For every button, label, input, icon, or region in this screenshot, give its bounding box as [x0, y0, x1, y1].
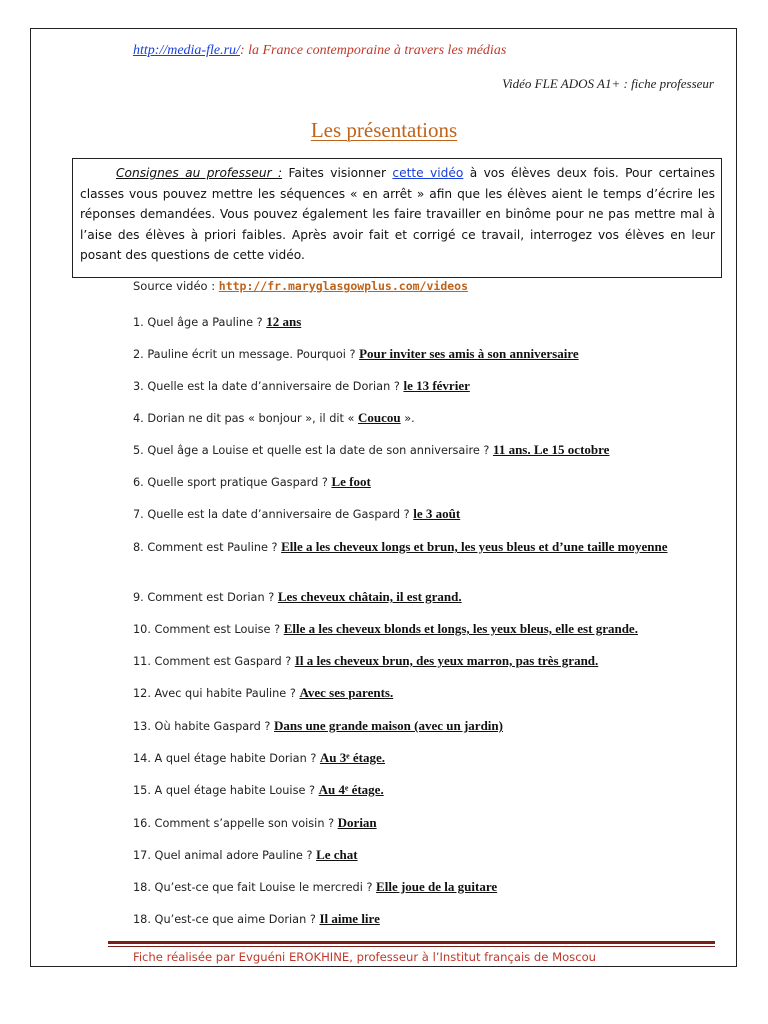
question-item: [109, 313, 719, 331]
site-link[interactable]: http://media-fle.ru/: [133, 43, 240, 58]
question-text: 12. Avec qui habite Pauline ?: [133, 687, 296, 700]
question-item: [109, 620, 719, 638]
question-item: [109, 538, 719, 556]
question-text: 10. Comment est Louise ?: [133, 623, 281, 636]
question-text: 7. Quelle est la date d’anniversaire de Gaspard ?: [133, 508, 410, 521]
question-text: 13. Où habite Gaspard ?: [133, 720, 271, 733]
answer-text: Les cheveux châtain, il est grand.: [277, 589, 462, 604]
question-item: [109, 409, 719, 427]
answer-text: Coucou: [358, 410, 401, 425]
instructions-text-2: à vos élèves deux fois. Pour certaines classes vous pouvez mettre les séquences « en arrêt » afin que les élèves aient le temps d’écrire les réponses demandées. Vous pouvez également les faire travailler en binôme pour ne pas mettre mal à l’aise des élèves à priori faibles. Après avoir fait et corrigé ce travail, interrogez vos élèves en leur posant des questions de cette vidéo.: [80, 166, 715, 262]
answer-text: Il a les cheveux brun, des yeux marron, pas très grand.: [294, 653, 599, 668]
video-source: [133, 279, 468, 293]
source-label: Source vidéo :: [133, 279, 216, 293]
answer-text: 11 ans. Le 15 octobre: [493, 442, 610, 457]
footer-credit: Fiche réalisée par Evguéni EROKHINE, professeur à l’Institut français de Moscou: [133, 950, 597, 964]
answer-text: Pour inviter ses amis à son anniversaire: [359, 346, 579, 361]
answer-text: Il aime lire: [319, 911, 380, 926]
question-text: 14. A quel étage habite Dorian ?: [133, 752, 317, 765]
answer-text: Le chat: [316, 847, 358, 862]
answer-text: Dorian: [337, 815, 377, 830]
sheet-subtitle: Vidéo FLE ADOS A1+ : fiche professeur: [502, 76, 714, 91]
question-text: 8. Comment est Pauline ?: [133, 541, 278, 554]
answer-text: le 3 août: [413, 506, 461, 521]
question-text: 3. Quelle est la date d’anniversaire de Dorian ?: [133, 380, 400, 393]
question-item: [109, 846, 719, 864]
question-suffix: ».: [400, 412, 415, 425]
question-text: 15. A quel étage habite Louise ?: [133, 784, 315, 797]
question-text: 6. Quelle sport pratique Gaspard ?: [133, 476, 328, 489]
answer-text: Elle a les cheveux blonds et longs, les yeux bleus, elle est grande.: [283, 621, 638, 636]
source-link[interactable]: http://fr.maryglasgowplus.com/videos: [218, 279, 469, 293]
question-item: [109, 717, 719, 735]
footer-divider: [108, 941, 715, 944]
page-title: Les présentations: [310, 118, 458, 142]
footer-divider-thin: [108, 946, 715, 947]
question-item: [109, 878, 719, 896]
site-header: [133, 43, 506, 59]
question-text: 4. Dorian ne dit pas « bonjour », il dit «: [133, 412, 355, 425]
question-item: [109, 749, 719, 767]
question-text: 18. Qu’est-ce que fait Louise le mercredi ?: [133, 881, 373, 894]
question-item: [109, 473, 719, 491]
question-text: 5. Quel âge a Louise et quelle est la date de son anniversaire ?: [133, 444, 490, 457]
question-text: 1. Quel âge a Pauline ?: [133, 316, 263, 329]
instructions-text-1: Faites visionner: [282, 166, 393, 180]
answer-text: Le foot: [331, 474, 371, 489]
question-item: [109, 377, 719, 395]
answer-text: 12 ans: [266, 314, 302, 329]
instructions-box: [72, 158, 722, 278]
answer-text: Dans une grande maison (avec un jardin): [274, 718, 503, 733]
question-item: [109, 588, 719, 606]
answer-text: Au 4ᵉ étage.: [318, 782, 384, 797]
question-item: [109, 505, 719, 523]
question-item: [109, 652, 719, 670]
instructions-lead: Consignes au professeur :: [116, 166, 283, 180]
answer-text: Elle joue de la guitare: [376, 879, 498, 894]
question-text: 18. Qu’est-ce que aime Dorian ?: [133, 913, 316, 926]
site-tagline: : la France contemporaine à travers les médias: [239, 43, 507, 58]
question-item: [109, 910, 719, 928]
question-text: 17. Quel animal adore Pauline ?: [133, 849, 313, 862]
question-item: [109, 441, 719, 459]
question-item: [109, 814, 719, 832]
question-item: [109, 781, 719, 799]
question-text: 16. Comment s’appelle son voisin ?: [133, 817, 335, 830]
answer-text: Au 3ᵉ étage.: [319, 750, 386, 765]
question-text: 11. Comment est Gaspard ?: [133, 655, 292, 668]
video-link[interactable]: cette vidéo: [392, 166, 464, 180]
question-text: 2. Pauline écrit un message. Pourquoi ?: [133, 348, 356, 361]
answer-text: Elle a les cheveux longs et brun, les yeus bleus et d’une taille moyenne: [281, 539, 668, 554]
answer-text: Avec ses parents.: [299, 685, 394, 700]
question-text: 9. Comment est Dorian ?: [133, 591, 275, 604]
question-item: [109, 684, 719, 702]
question-item: [109, 345, 719, 363]
answer-text: le 13 février: [403, 378, 470, 393]
